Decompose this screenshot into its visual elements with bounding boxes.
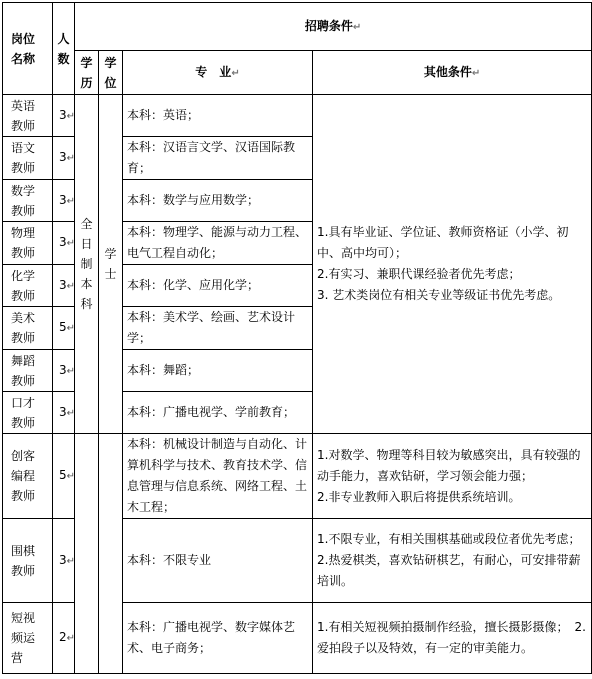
recruitment-table bbox=[2, 2, 592, 674]
degree-value: 学士 bbox=[99, 95, 123, 434]
row-position: 语文 教师 bbox=[3, 137, 53, 180]
row-major: 本科：广播电视学、学前教育； bbox=[123, 392, 313, 434]
education-cell-empty bbox=[75, 434, 99, 674]
other-conditions-general: 1.具有毕业证、学位证、教师资格证（小学、初中、高中均可）； 2.有实习、兼职代课经验者优先考虑； 3. 艺术类岗位有相关专业等级证书优先考虑。 bbox=[313, 95, 592, 434]
header-degree: 学 位 bbox=[99, 51, 123, 95]
row-major: 本科：汉语言文学、汉语国际教育； bbox=[123, 137, 313, 180]
header-education: 学 历 bbox=[75, 51, 99, 95]
row-count: 3↵ bbox=[53, 392, 75, 434]
row-major: 本科：广播电视学、数字媒体艺术、电子商务； bbox=[123, 603, 313, 674]
row-count: 3↵ bbox=[53, 350, 75, 392]
header-count: 人 数 bbox=[53, 3, 75, 95]
row-position: 舞蹈 教师 bbox=[3, 350, 53, 392]
row-position: 短视 频运 营 bbox=[3, 603, 53, 674]
row-count: 5↵ bbox=[53, 434, 75, 519]
other-conditions-video: 1.有相关短视频拍摄制作经验，擅长摄影摄像； 2.爱拍段子以及特效，有一定的审美能力。 bbox=[313, 603, 592, 674]
row-count: 5↵ bbox=[53, 307, 75, 350]
row-major: 本科：数学与应用数学； bbox=[123, 180, 313, 222]
row-count: 3↵ bbox=[53, 137, 75, 180]
header-major: 专 业↵ bbox=[123, 51, 313, 95]
row-position: 围棋 教师 bbox=[3, 519, 53, 603]
row-position: 口才 教师 bbox=[3, 392, 53, 434]
row-count: 3↵ bbox=[53, 95, 75, 137]
row-position: 创客 编程 教师 bbox=[3, 434, 53, 519]
row-major: 本科：物理学、能源与动力工程、电气工程自动化； bbox=[123, 222, 313, 265]
row-major: 本科：舞蹈； bbox=[123, 350, 313, 392]
row-major: 本科：不限专业 bbox=[123, 519, 313, 603]
row-count: 3↵ bbox=[53, 180, 75, 222]
other-conditions-go: 1.不限专业，有相关围棋基础或段位者优先考虑； 2.热爱棋类，喜欢钻研棋艺，有耐心，可安排带薪培训。 bbox=[313, 519, 592, 603]
header-position: 岗位 名称 bbox=[3, 3, 53, 95]
other-conditions-maker: 1.对数学、物理等科目较为敏感突出，具有较强的动手能力，喜欢钻研，学习领会能力强； 2.非专业教师入职后将提供系统培训。 bbox=[313, 434, 592, 519]
degree-cell-empty bbox=[99, 434, 123, 674]
row-major: 本科：机械设计制造与自动化、计算机科学与技术、教育技术学、信息管理与信息系统、网络工程、土木工程； bbox=[123, 434, 313, 519]
row-major: 本科：化学、应用化学； bbox=[123, 265, 313, 307]
header-conditions: 招聘条件↵ bbox=[75, 3, 592, 51]
row-position: 物理 教师 bbox=[3, 222, 53, 265]
row-count: 3↵ bbox=[53, 519, 75, 603]
row-major: 本科：美术学、绘画、艺术设计学； bbox=[123, 307, 313, 350]
row-count: 3↵ bbox=[53, 265, 75, 307]
row-count: 2↵ bbox=[53, 603, 75, 674]
row-position: 数学 教师 bbox=[3, 180, 53, 222]
row-count: 3↵ bbox=[53, 222, 75, 265]
header-other: 其他条件↵ bbox=[313, 51, 592, 95]
row-position: 英语 教师 bbox=[3, 95, 53, 137]
row-major: 本科：英语； bbox=[123, 95, 313, 137]
education-value: 全日制本科 bbox=[75, 95, 99, 434]
row-position: 化学 教师 bbox=[3, 265, 53, 307]
row-position: 美术 教师 bbox=[3, 307, 53, 350]
